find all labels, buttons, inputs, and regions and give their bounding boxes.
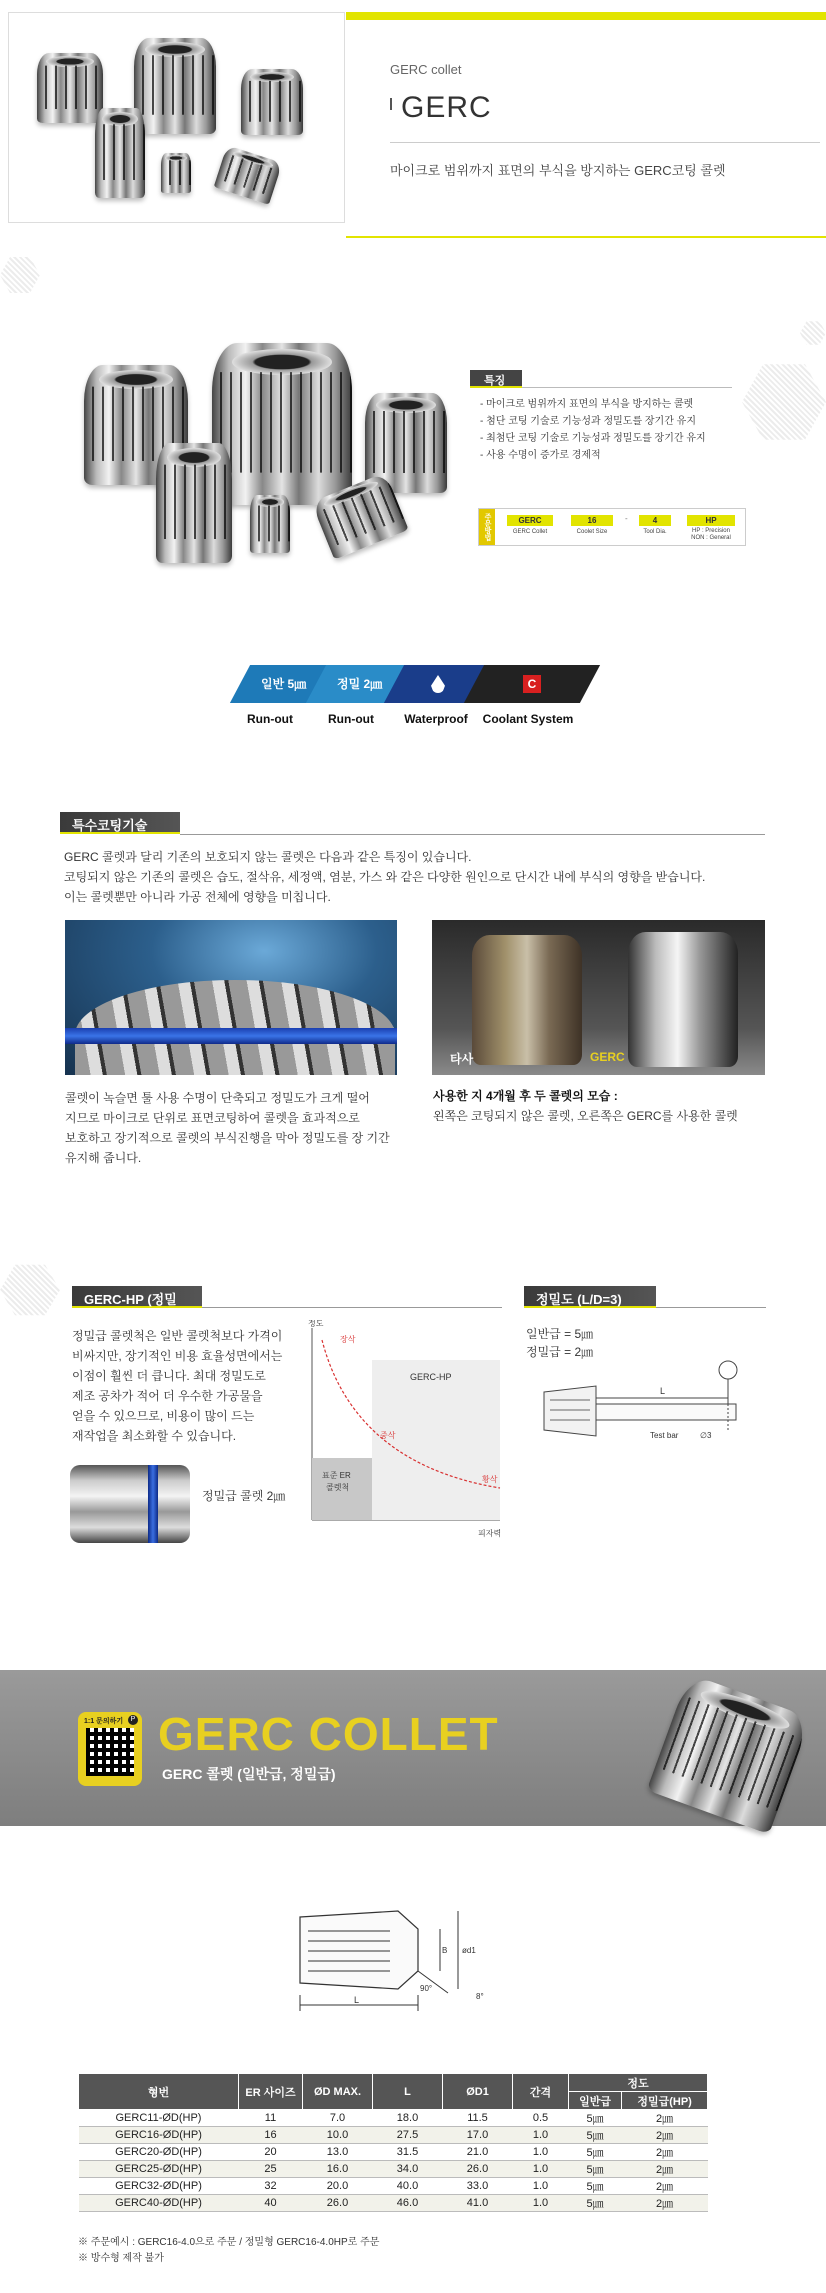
drawing-label-L: L — [660, 1386, 666, 1396]
product-banner — [0, 1670, 826, 1826]
table-cell: 16.0 — [303, 2161, 373, 2178]
gerc-collet — [628, 932, 738, 1067]
hp-paragraph: 정밀급 콜렛척은 일반 콜렛척보다 가격이 비싸지만, 장기적인 비용 효율성면에서는 이점이 훨씬 더 큽니다. 최대 정밀도로 제조 공차가 적어 더 우수한 가공물을 얻을 수 있으므로, 비용이 많이 드는 재작업을 최소화할 수 있습니다. — [72, 1329, 283, 1443]
header-subtitle: GERC collet — [390, 62, 462, 77]
badge-label: Waterproof — [404, 712, 468, 726]
table-cell: 16 — [239, 2127, 303, 2144]
table-cell: 7.0 — [303, 2110, 373, 2127]
table-cell: 26.0 — [443, 2161, 513, 2178]
th-gap: 간격 — [513, 2074, 569, 2110]
table-row — [79, 2110, 708, 2127]
table-cell: 26.0 — [303, 2195, 373, 2212]
corroded-collet — [472, 935, 582, 1065]
precision-graph — [300, 1320, 510, 1550]
title-divider — [390, 142, 820, 143]
coating-paragraph: GERC 콜렛과 달리 기존의 보호되지 않는 콜렛은 다음과 같은 특징이 있습니다. 코팅되지 않은 기존의 콜렛은 습도, 절삭유, 세정액, 염분, 가스 와 같은 다양한 원인으로 단시간 내에 부식의 영향을 받습니다. 이는 콜렛뿐만 아니라 가공 전체에 영향을 미칩니다. — [64, 850, 706, 904]
section-line — [656, 1307, 766, 1308]
features-list-item: - 마이크로 범위까지 표면의 부식을 방지하는 콜렛 — [480, 399, 694, 410]
collet-image — [212, 343, 352, 505]
comparison-text: 왼쪽은 코팅되지 않은 콜렛, 오른쪽은 GERC를 사용한 콜렛 — [433, 1109, 738, 1123]
header-image-frame — [8, 12, 345, 223]
order-example-note: ※ 주문예시 : GERC16-4.0으로 주문 / 정밀형 GERC16-4.0HP로 주문 — [78, 2237, 380, 2248]
badge-label: Run-out — [247, 712, 293, 726]
th-model: 형번 — [79, 2074, 239, 2110]
dim-8deg: 8° — [476, 1992, 484, 2001]
qr-badge: P — [128, 1715, 138, 1725]
order-separator: - — [625, 514, 628, 523]
table-cell: 5㎛ — [569, 2110, 622, 2127]
dim-B: B — [442, 1946, 448, 1955]
precision-line2: 정밀급 = 2㎛ — [526, 1345, 594, 1359]
table-cell: 1.0 — [513, 2178, 569, 2195]
collet-image — [647, 1674, 812, 1835]
order-method-box — [478, 508, 746, 546]
drawing-label-testbar: Test bar — [650, 1431, 679, 1440]
collet-image — [95, 108, 145, 198]
table-cell: 17.0 — [443, 2127, 513, 2144]
table-cell: 2㎛ — [622, 2178, 708, 2195]
page-title: GERC — [401, 91, 492, 124]
table-row — [79, 2127, 708, 2144]
hexagon-decoration — [0, 255, 40, 295]
graph-zone-std-2: 콜렛척 — [326, 1483, 350, 1492]
th-general: 일반급 — [569, 2092, 622, 2110]
table-cell: GERC16-ØD(HP) — [79, 2127, 239, 2144]
hexagon-decoration — [0, 1262, 60, 1318]
table-cell: GERC32-ØD(HP) — [79, 2178, 239, 2195]
order-desc: GERC Collet — [512, 529, 548, 535]
th-er: ER 사이즈 — [239, 2074, 303, 2110]
qr-code-box — [78, 1712, 142, 1786]
collet-technical-drawing — [280, 1895, 510, 2025]
graph-zone-hp: GERC-HP — [410, 1372, 452, 1382]
features-panel — [470, 370, 770, 560]
table-cell: 32 — [239, 2178, 303, 2195]
qr-code-icon[interactable] — [86, 1728, 134, 1776]
table-cell: 20 — [239, 2144, 303, 2161]
section-line — [202, 1307, 502, 1308]
graph-xlabel: 피자력 — [478, 1529, 502, 1538]
graph-label-mid: 중삭 — [380, 1431, 396, 1440]
badge-runout-precision: 정밀 2㎛ — [306, 665, 414, 703]
table-cell: GERC20-ØD(HP) — [79, 2144, 239, 2161]
top-accent-bar — [346, 12, 826, 20]
badge-label: Run-out — [328, 712, 374, 726]
th-dmax: ØD MAX. — [303, 2074, 373, 2110]
photo-label-other: 타사 — [450, 1052, 474, 1066]
table-cell: 21.0 — [443, 2144, 513, 2161]
features-list-item: - 최첨단 코팅 기술로 기능성과 정밀도를 장기간 유지 — [480, 433, 706, 444]
hp-caption: 정밀급 콜렛 2㎛ — [202, 1489, 286, 1503]
th-precision: 정도 — [569, 2074, 708, 2092]
features-title: 특징 — [484, 375, 506, 387]
table-cell: 41.0 — [443, 2195, 513, 2212]
spec-table-wrap — [78, 2073, 708, 2212]
table-cell: 2㎛ — [622, 2144, 708, 2161]
header-bottom-line — [346, 236, 826, 238]
corrosion-photo-left — [65, 920, 397, 1075]
badge-label: Coolant System — [482, 712, 574, 726]
table-cell: 2㎛ — [622, 2110, 708, 2127]
header-description: 마이크로 범위까지 표면의 부식을 방지하는 GERC코팅 콜렛 — [390, 163, 726, 178]
table-row — [79, 2144, 708, 2161]
drawing-label-d: ∅3 — [700, 1431, 712, 1440]
table-row — [79, 2195, 708, 2212]
table-cell: 11.5 — [443, 2110, 513, 2127]
coolant-icon: C — [523, 675, 541, 693]
table-cell: 2㎛ — [622, 2161, 708, 2178]
order-code: HP — [687, 515, 735, 526]
title-marker — [390, 98, 392, 110]
table-cell: 10.0 — [303, 2127, 373, 2144]
dim-d1: ød1 — [462, 1946, 476, 1955]
waterproof-note: ※ 방수형 제작 불가 — [78, 2253, 164, 2264]
coating-section-title: 특수코팅기술 — [60, 812, 180, 834]
collet-image — [37, 53, 103, 123]
table-cell: 1.0 — [513, 2144, 569, 2161]
hp-section-title: GERC-HP (정밀형) — [72, 1286, 202, 1308]
spec-table — [78, 2073, 708, 2212]
hexagon-decoration — [800, 320, 826, 346]
section-line — [180, 834, 765, 835]
table-cell: 5㎛ — [569, 2161, 622, 2178]
table-cell: 5㎛ — [569, 2178, 622, 2195]
collet-image — [241, 69, 303, 135]
th-hp: 정밀급(HP) — [622, 2092, 708, 2110]
precision-line1: 일반급 = 5㎛ — [526, 1327, 594, 1341]
features-list-item: - 첨단 코팅 기술로 기능성과 정밀도를 장기간 유지 — [480, 416, 696, 427]
table-cell: 1.0 — [513, 2161, 569, 2178]
features-title-bar — [470, 370, 522, 388]
table-cell: 5㎛ — [569, 2127, 622, 2144]
order-code: 16 — [571, 515, 613, 526]
collet-image — [134, 38, 216, 134]
features-list-item: - 사용 수명이 증가로 경제적 — [480, 450, 601, 461]
features-list — [480, 396, 706, 464]
table-cell: 13.0 — [303, 2144, 373, 2161]
table-cell: 31.5 — [373, 2144, 443, 2161]
order-desc: Tool Dia. — [643, 529, 667, 535]
graph-label-top: 장삭 — [340, 1335, 356, 1344]
table-cell: 40.0 — [373, 2178, 443, 2195]
blue-band — [148, 1465, 158, 1543]
hp-collet-image — [70, 1465, 190, 1543]
graph-zone-std: 표준 ER — [322, 1471, 351, 1480]
table-cell: GERC11-ØD(HP) — [79, 2110, 239, 2127]
qr-label: 1:1 문의하기 — [84, 1718, 124, 1725]
order-desc: Coolet Size — [576, 529, 608, 535]
table-cell: 2㎛ — [622, 2195, 708, 2212]
table-cell: 40 — [239, 2195, 303, 2212]
table-cell: GERC40-ØD(HP) — [79, 2195, 239, 2212]
table-cell: 11 — [239, 2110, 303, 2127]
table-cell: 0.5 — [513, 2110, 569, 2127]
collet-image — [156, 443, 232, 563]
photo-label-gerc: GERC — [590, 1050, 625, 1064]
blue-seal-ring — [65, 1028, 397, 1044]
comparison-heading: 사용한 지 4개월 후 두 콜렛의 모습 : — [433, 1089, 618, 1103]
precision-drawing — [540, 1350, 760, 1460]
features-title-line — [522, 387, 732, 388]
graph-label-low: 황삭 — [482, 1475, 498, 1484]
th-d1: ØD1 — [443, 2074, 513, 2110]
table-cell: 20.0 — [303, 2178, 373, 2195]
table-cell: 5㎛ — [569, 2144, 622, 2161]
order-code: GERC — [507, 515, 553, 526]
badge-runout-general: 일반 5㎛ — [230, 665, 338, 703]
product-title: GERC COLLET — [158, 1708, 499, 1760]
dim-angle: 90° — [420, 1984, 433, 1993]
table-row — [79, 2161, 708, 2178]
table-cell: GERC25-ØD(HP) — [79, 2161, 239, 2178]
graph-ylabel: 정도 — [308, 1320, 324, 1328]
product-subtitle: GERC 콜렛 (일반급, 정밀급) — [162, 1766, 336, 1782]
th-l: L — [373, 2074, 443, 2110]
collet-image — [214, 145, 283, 205]
table-cell: 46.0 — [373, 2195, 443, 2212]
table-cell: 27.5 — [373, 2127, 443, 2144]
order-method-label: 주문방법 — [479, 509, 495, 545]
table-cell: 2㎛ — [622, 2127, 708, 2144]
collet-image — [161, 153, 191, 193]
coating-left-text: 콜렛이 녹슬면 툴 사용 수명이 단축되고 정밀도가 크게 떨어 지므로 마이크로 단위로 표면코팅하여 콜렛을 효과적으로 보호하고 장기적으로 콜렛의 부식진행을 막아 정밀도를 장 기간 유지해 줍니다. — [65, 1091, 390, 1165]
order-code: 4 — [639, 515, 671, 526]
order-desc: HP : Precision NON : General — [691, 528, 731, 541]
badge-coolant — [464, 665, 600, 703]
comparison-photo — [432, 920, 765, 1075]
table-cell: 25 — [239, 2161, 303, 2178]
features-image — [80, 335, 460, 575]
collet-image — [250, 495, 290, 553]
table-row — [79, 2178, 708, 2195]
table-cell: 5㎛ — [569, 2195, 622, 2212]
precision-section-title: 정밀도 (L/D=3) — [524, 1286, 656, 1308]
table-cell: 1.0 — [513, 2195, 569, 2212]
table-cell: 18.0 — [373, 2110, 443, 2127]
table-cell: 1.0 — [513, 2127, 569, 2144]
table-cell: 33.0 — [443, 2178, 513, 2195]
water-drop-icon — [431, 675, 445, 693]
table-cell: 34.0 — [373, 2161, 443, 2178]
dim-L: L — [354, 1995, 360, 2005]
